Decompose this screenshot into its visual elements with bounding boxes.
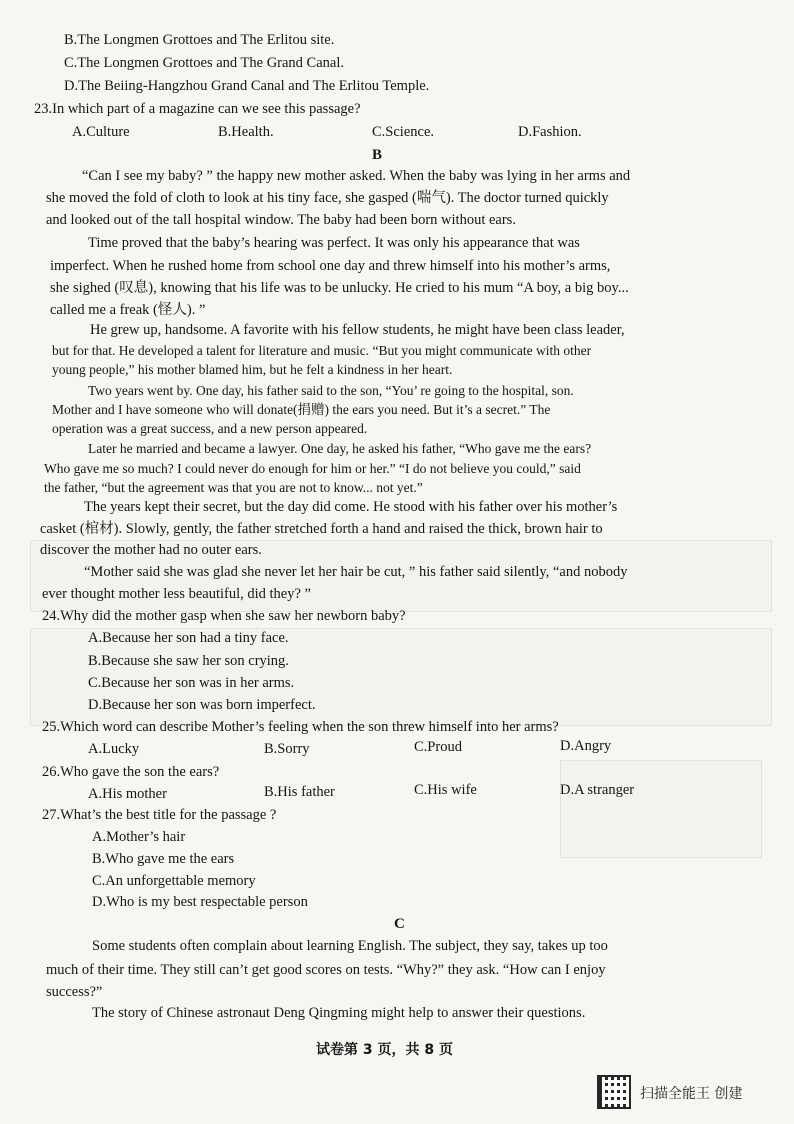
q27-option-a: A.Mother’s hair	[92, 829, 186, 845]
option-d-prev: D.The Beiing-Hangzhou Grand Canal and The Erlitou Temple.	[64, 78, 430, 94]
passage-b-line: Time proved that the baby’s hearing was perfect. It was only his appearance that was	[88, 235, 580, 251]
q27-option-c: C.An unforgettable memory	[92, 873, 256, 889]
passage-b-line: but for that. He developed a talent for literature and music. “But you might communicate with other	[52, 343, 592, 358]
passage-b-line: young people,” his mother blamed him, but he felt a kindness in her heart.	[52, 362, 453, 377]
passage-b-line: operation was a great success, and a new person appeared.	[52, 421, 368, 436]
passage-b-line: the father, “but the agreement was that you are not to know... not yet.”	[44, 480, 423, 495]
q23-option-d: D.Fashion.	[518, 124, 582, 140]
q26-option-c: C.His wife	[414, 782, 477, 798]
q24-option-c: C.Because her son was in her arms.	[88, 675, 295, 691]
question-23: 23.In which part of a magazine can we see this passage?	[34, 101, 361, 117]
q23-option-b: B.Health.	[218, 124, 274, 140]
q26-option-b: B.His father	[264, 784, 335, 800]
page-footer: 试卷第 3 页，共 8 页	[316, 1042, 453, 1058]
passage-b-line: she moved the fold of cloth to look at his tiny face, she gasped (喘气). The doctor turned quickly	[46, 190, 609, 206]
passage-c-line: The story of Chinese astronaut Deng Qingming might help to answer their questions.	[92, 1005, 586, 1021]
passage-b-line: “Mother said she was glad she never let her hair be cut, ” his father said silently, “and nobody	[84, 564, 628, 580]
question-26: 26.Who gave the son the ears?	[42, 764, 220, 780]
passage-b-line: Mother and I have someone who will donate(捐赠) the ears you need. But it’s a secret.” The	[52, 402, 551, 417]
q25-option-b: B.Sorry	[264, 741, 310, 757]
q25-option-a: A.Lucky	[88, 741, 140, 757]
q27-option-b: B.Who gave me the ears	[92, 851, 235, 867]
passage-b-line: casket (棺材). Slowly, gently, the father stretched forth a hand and raised the thick, brown hair to	[40, 521, 603, 537]
option-b-prev: B.The Longmen Grottoes and The Erlitou site.	[64, 32, 335, 48]
passage-b-line: The years kept their secret, but the day did come. He stood with his father over his mother’s	[84, 499, 618, 515]
bleed-through-box	[560, 760, 762, 858]
passage-b-line: discover the mother had no outer ears.	[40, 542, 262, 558]
passage-b-line: He grew up, handsome. A favorite with his fellow students, he might have been class leader,	[90, 322, 625, 338]
passage-c-line: Some students often complain about learning English. The subject, they say, takes up too	[92, 938, 608, 954]
passage-b-line: and looked out of the tall hospital window. The baby had been born without ears.	[46, 212, 516, 228]
q23-option-a: A.Culture	[72, 124, 130, 140]
passage-b-line: Who gave me so much? I could never do enough for him or her.” “I do not believe you could,” said	[44, 461, 581, 476]
q24-option-b: B.Because she saw her son crying.	[88, 653, 289, 669]
passage-b-line: “Can I see my baby? ” the happy new mother asked. When the baby was lying in her arms and	[82, 168, 631, 184]
question-27: 27.What’s the best title for the passage ?	[42, 807, 277, 823]
q24-option-d: D.Because her son was born imperfect.	[88, 697, 316, 713]
passage-b-line: she sighed (叹息), knowing that his life was to be unlucky. He cried to his mum “A boy, a big boy...	[50, 280, 629, 296]
scanner-label: 扫描全能王 创建	[640, 1086, 743, 1102]
passage-b-line: Two years went by. One day, his father said to the son, “You’ re going to the hospital, son.	[88, 383, 574, 398]
passage-c-line: success?”	[46, 984, 103, 1000]
section-b-heading: B	[372, 147, 383, 163]
question-24: 24.Why did the mother gasp when she saw her newborn baby?	[42, 608, 406, 624]
passage-b-line: called me a freak (怪人). ”	[50, 302, 206, 318]
q27-option-d: D.Who is my best respectable person	[92, 894, 308, 910]
section-c-heading: C	[394, 916, 405, 932]
option-c-prev: C.The Longmen Grottoes and The Grand Canal.	[64, 55, 344, 71]
q24-option-a: A.Because her son had a tiny face.	[88, 630, 289, 646]
q26-option-d: D.A stranger	[560, 782, 635, 798]
passage-b-line: Later he married and became a lawyer. One day, he asked his father, “Who gave me the ears?	[88, 441, 592, 456]
qr-code-icon	[597, 1075, 631, 1109]
q23-option-c: C.Science.	[372, 124, 435, 140]
passage-b-line: ever thought mother less beautiful, did they? ”	[42, 586, 311, 602]
q25-option-d: D.Angry	[560, 738, 612, 754]
passage-c-line: much of their time. They still can’t get good scores on tests. “Why?” they ask. “How can I enjoy	[46, 962, 606, 978]
passage-b-line: imperfect. When he rushed home from school one day and threw himself into his mother’s arms,	[50, 258, 611, 274]
q25-option-c: C.Proud	[414, 739, 462, 755]
q26-option-a: A.His mother	[88, 786, 167, 802]
question-25: 25.Which word can describe Mother’s feeling when the son threw himself into her arms?	[42, 719, 559, 735]
